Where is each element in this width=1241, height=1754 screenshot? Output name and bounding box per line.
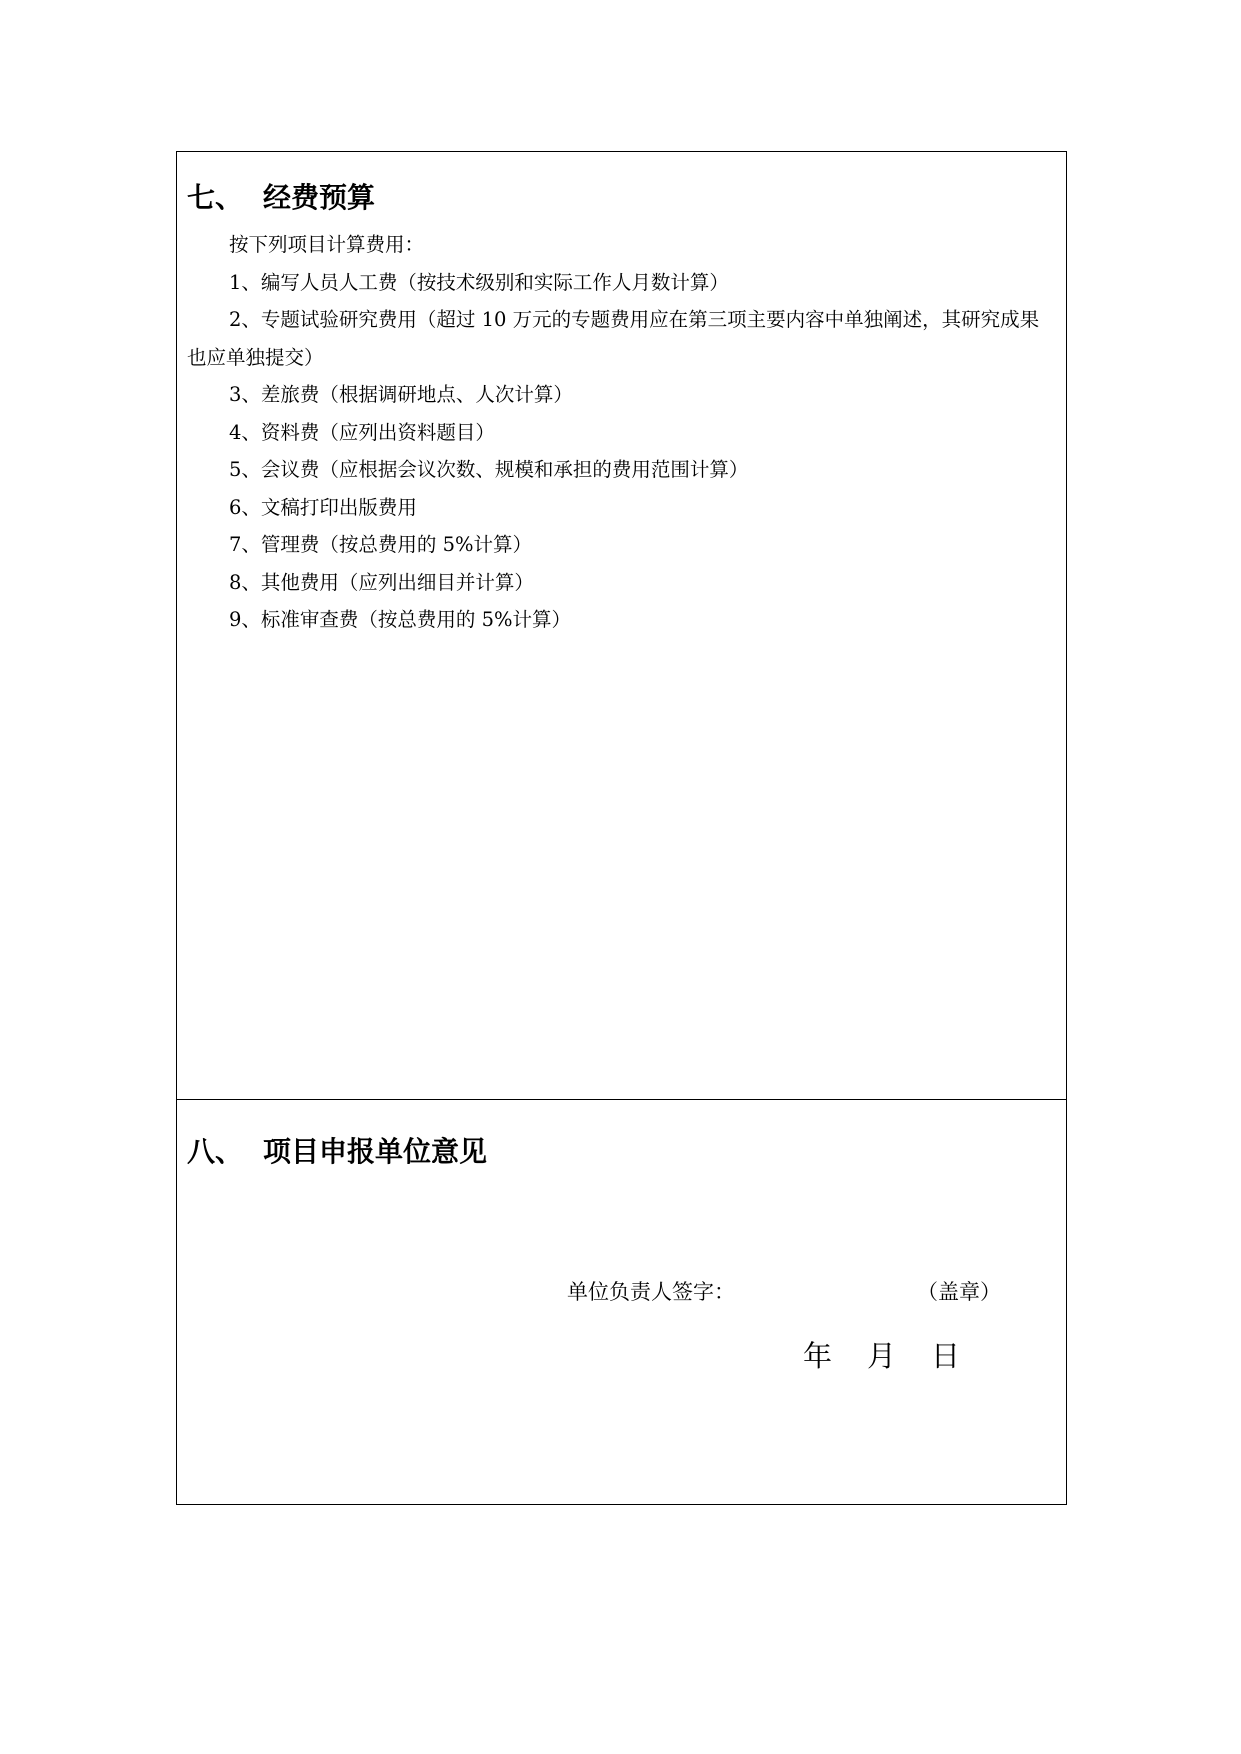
section-title: 经费预算 <box>263 181 376 214</box>
signature-label: 单位负责人签字： <box>567 1280 735 1304</box>
budget-item: 4、资料费（应列出资料题目） <box>229 420 495 444</box>
budget-item: 7、管理费（按总费用的 5%计算） <box>229 533 533 556</box>
date-line <box>803 1334 960 1378</box>
section-number: 七、 <box>187 181 244 214</box>
budget-item: 6、文稿打印出版费用 <box>229 495 417 519</box>
date-month-label: 月 <box>867 1339 897 1373</box>
section-applicant-opinion <box>177 1100 1066 1504</box>
budget-item: 3、差旅费（根据调研地点、人次计算） <box>229 383 573 406</box>
budget-item: 1、编写人员人工费（按技术级别和实际工作人月数计算） <box>229 270 729 294</box>
form-table <box>176 151 1067 1505</box>
budget-item: 2、专题试验研究费用（超过 10 万元的专题费用应在第三项主要内容中单独阐述，其研究成果也应单独提交） <box>187 308 1040 369</box>
section-budget <box>177 152 1066 1100</box>
budget-intro: 按下列项目计算费用： <box>229 233 425 256</box>
budget-item: 8、其他费用（应列出细目并计算） <box>229 570 534 594</box>
section-heading <box>187 1132 487 1172</box>
section-heading <box>187 178 375 218</box>
section-number: 八、 <box>187 1135 244 1168</box>
seal-label: （盖章） <box>917 1280 1001 1304</box>
budget-item: 9、标准审查费（按总费用的 5%计算） <box>229 608 572 631</box>
section-title: 项目申报单位意见 <box>263 1135 488 1168</box>
date-day-label: 日 <box>931 1339 961 1373</box>
date-year-label: 年 <box>803 1339 833 1373</box>
budget-item: 5、会议费（应根据会议次数、规模和承担的费用范围计算） <box>229 458 749 481</box>
budget-instructions <box>187 226 1058 639</box>
